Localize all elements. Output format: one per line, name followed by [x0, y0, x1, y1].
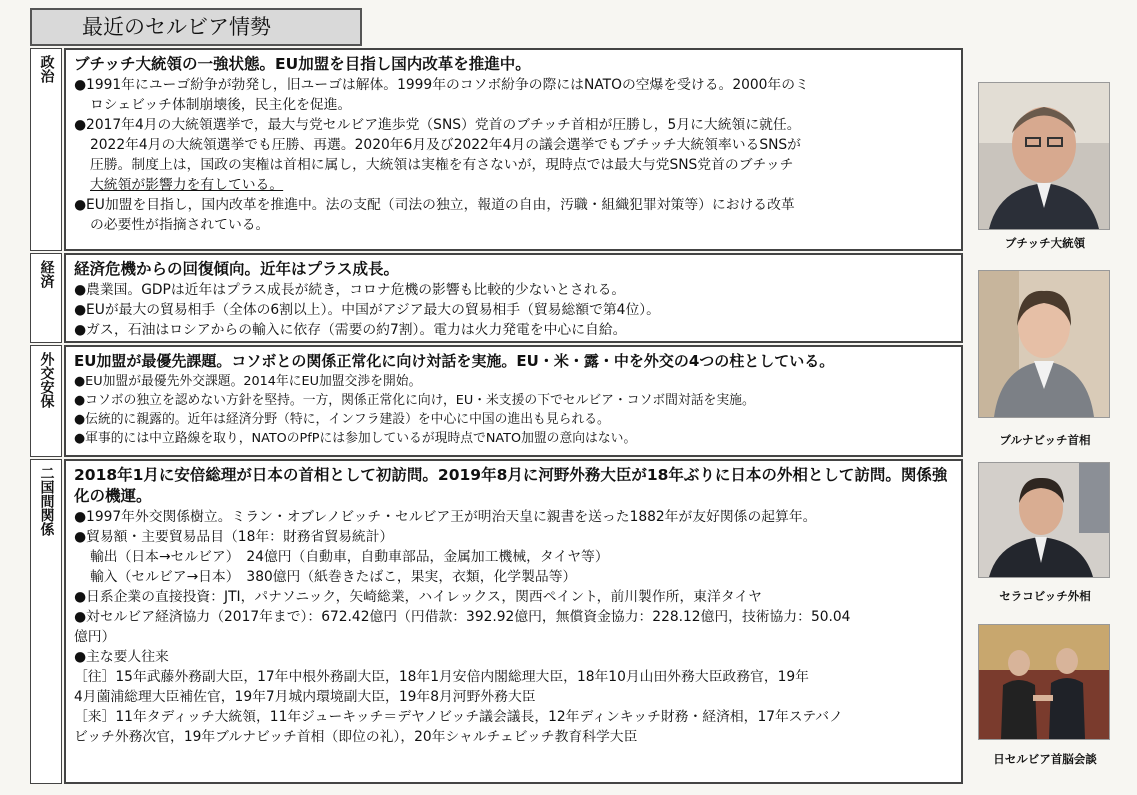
politics-line: ●1991年にユーゴ紛争が勃発し，旧ユーゴは解体。1999年のコソボ紛争の際にはNATOの空爆を受ける。2000年のミ	[74, 77, 809, 93]
bilateral-line: ●主な要人往来	[74, 649, 169, 665]
bilateral-line: ［来］11年タディッチ大統領，11年ジューキッチ＝デヤノビッチ議会議長，12年ディンキッチ財務・経済相，17年ステバノ	[74, 709, 843, 725]
portrait-image	[979, 83, 1109, 229]
diplomacy-headline: EU加盟が最優先課題。コソボとの関係正常化に向け対話を実施。EU・米・露・中を外交の4つの柱としている。	[74, 352, 835, 370]
bilateral-line: 輸入（セルビア→日本） 380億円（紙巻きたばこ，果実，衣類，化学製品等）	[90, 569, 577, 585]
section-label-diplomacy: 外交安保	[38, 352, 55, 408]
section-label-col	[30, 345, 62, 457]
section-content	[64, 345, 963, 457]
diplomacy-line: ●EU加盟が最優先外交課題。2014年にEU加盟交渉を開始。	[74, 374, 422, 389]
photo-caption: ブチッチ大統領	[1004, 236, 1086, 250]
portrait-image	[979, 463, 1109, 577]
diplomacy-line: ●コソボの独立を認めない方針を堅持。一方，関係正常化に向け，EU・米支援の下でセルビア・コソボ間対話を実施。	[74, 393, 755, 408]
bilateral-line: ●日系企業の直接投資：JTI，パナソニック，矢崎総業，ハイレックス，関西ペイント，前川製作所，東洋タイヤ	[74, 589, 762, 605]
bilateral-line: ［往］15年武藤外務副大臣，17年中根外務副大臣，18年1月安倍内閣総理大臣，18年10月山田外務大臣政務官，19年	[74, 669, 809, 685]
photo-caption: ブルナビッチ首相	[999, 433, 1091, 447]
politics-headline: ブチッチ大統領の一強状態。EU加盟を目指し国内改革を推進中。	[74, 55, 531, 73]
politics-line: 2022年4月の大統領選挙でも圧勝、再選。2020年6月及び2022年4月の議会選挙でもブチッチ大統領率いるSNSが	[90, 137, 801, 153]
portrait-image	[979, 625, 1109, 739]
economy-line: ●農業国。GDPは近年はプラス成長が続き，コロナ危機の影響も比較的少ないとされる。	[74, 282, 626, 298]
section-bilateral	[30, 459, 963, 784]
photo-vucic	[978, 82, 1110, 230]
section-label-col	[30, 459, 62, 784]
economy-line: ●ガス，石油はロシアからの輸入に依存（需要の約7割）。電力は火力発電を中心に自給。	[74, 322, 627, 338]
diplomacy-line: ●伝統的に親露的。近年は経済分野（特に，インフラ建設）を中心に中国の進出も見られる。	[74, 412, 610, 427]
politics-line: ●2017年4月の大統領選挙で，最大与党セルビア進歩党（SNS）党首のブチッチ首相が圧勝し，5月に大統領に就任。	[74, 117, 801, 133]
politics-line: ●EU加盟を目指し，国内改革を推進中。法の支配（司法の独立，報道の自由，汚職・組織犯罪対策等）における改革	[74, 197, 795, 213]
section-content	[64, 459, 963, 784]
section-label-col	[30, 48, 62, 251]
photo-selakovic	[978, 462, 1110, 578]
section-label-bilateral: 二国間関係	[38, 466, 55, 536]
politics-line: の必要性が指摘されている。	[90, 217, 270, 233]
bilateral-line: 4月薗浦総理大臣補佐官，19年7月城内環境副大臣，19年8月河野外務大臣	[74, 689, 536, 705]
bilateral-line: ●1997年外交関係樹立。ミラン・オブレノビッチ・セルビア王が明治天皇に親書を送った1882年が友好関係の起算年。	[74, 509, 817, 525]
bilateral-line: ●貿易額・主要貿易品目（18年：財務省貿易統計）	[74, 529, 394, 545]
portrait-image	[979, 271, 1109, 417]
photo-brnabic	[978, 270, 1110, 418]
section-economy	[30, 253, 963, 343]
politics-line: 大統領が影響力を有している。	[90, 177, 284, 193]
bilateral-line: ビッチ外務次官，19年ブルナビッチ首相（即位の礼），20年シャルチェビッチ教育科学大臣	[74, 729, 638, 745]
section-label-col	[30, 253, 62, 343]
section-label-economy: 経済	[38, 260, 55, 288]
politics-line: 圧勝。制度上は，国政の実権は首相に属し，大統領は実権を有さないが，現時点では最大与党SNS党首のブチッチ	[90, 157, 794, 173]
photo-caption: セラコビッチ外相	[999, 589, 1091, 603]
photo-caption: 日セルビア首脳会談	[993, 752, 1097, 766]
section-label-politics: 政治	[38, 55, 55, 83]
diplomacy-line: ●軍事的には中立路線を取り，NATOのPfPには参加しているが現時点でNATO加盟の意向はない。	[74, 431, 637, 446]
section-diplomacy	[30, 345, 963, 457]
section-content	[64, 253, 963, 343]
page-title: 最近のセルビア情勢	[30, 8, 362, 46]
bilateral-headline: 2018年1月に安倍総理が日本の首相として初訪問。2019年8月に河野外務大臣が18年ぶりに日本の外相として訪問。関係強化の機運。	[74, 466, 948, 505]
politics-line: ロシェビッチ体制崩壊後，民主化を促進。	[90, 97, 352, 113]
economy-headline: 経済危機からの回復傾向。近年はプラス成長。	[74, 260, 400, 278]
bilateral-line: ●対セルビア経済協力（2017年まで）：672.42億円（円借款：392.92億円，無償資金協力：228.12億円，技術協力：50.04	[74, 609, 851, 625]
photo-summit	[978, 624, 1110, 740]
economy-line: ●EUが最大の貿易相手（全体の6割以上）。中国がアジア最大の貿易相手（貿易総額で第4位）。	[74, 302, 660, 318]
bilateral-line: 億円）	[74, 629, 116, 645]
section-politics	[30, 48, 963, 251]
bilateral-line: 輸出（日本→セルビア） 24億円（自動車，自動車部品，金属加工機械，タイヤ等）	[90, 549, 609, 565]
section-content	[64, 48, 963, 251]
